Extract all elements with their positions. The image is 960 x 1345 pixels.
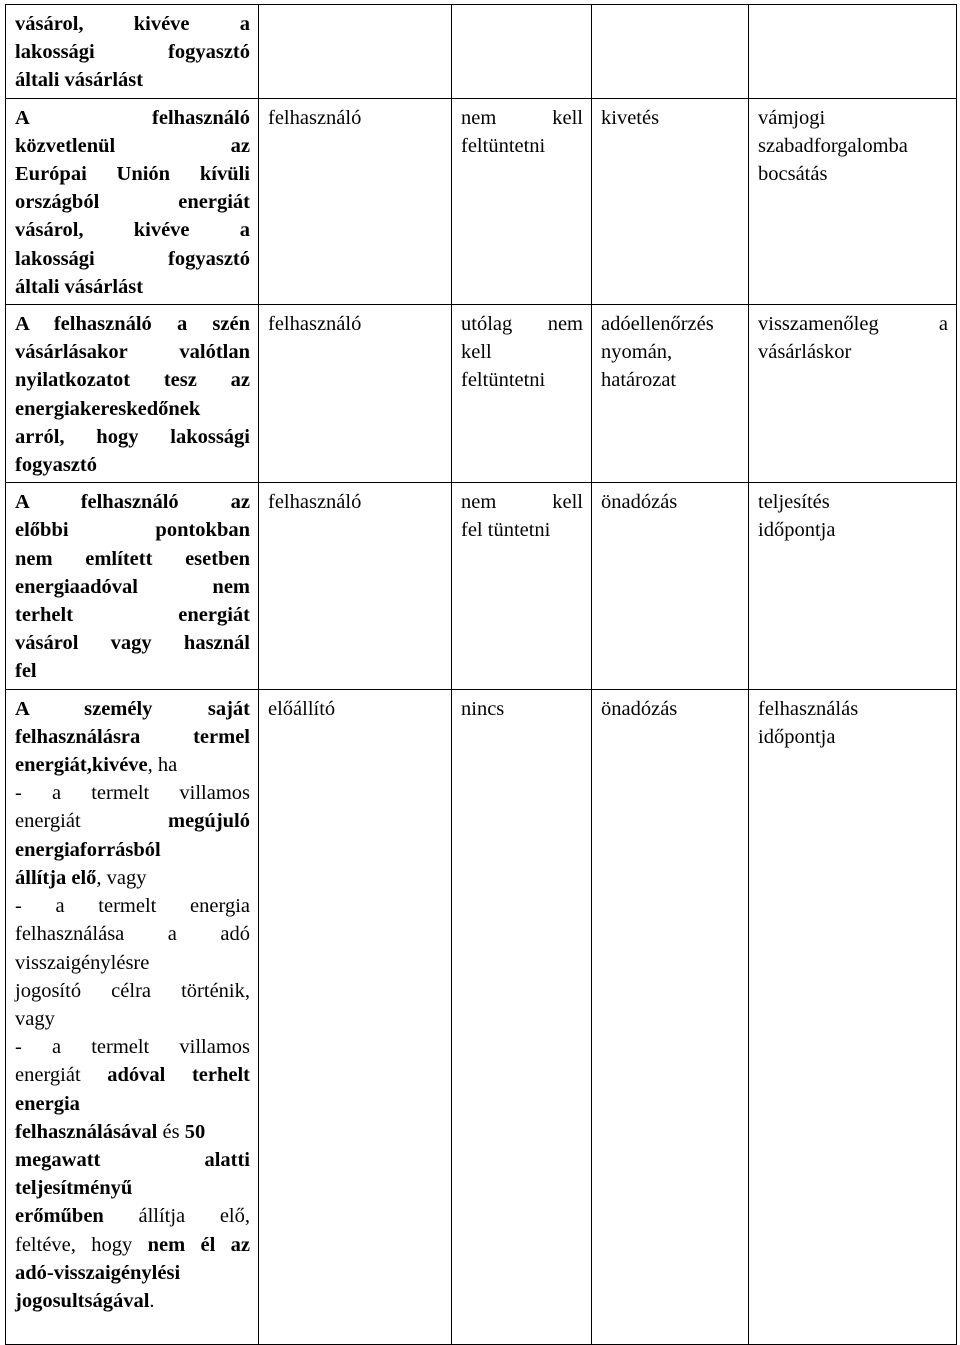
liable-party-cell: előállító (259, 689, 452, 1344)
liable-party-cell: felhasználó (259, 483, 452, 689)
text-line: visszaigénylésre (15, 951, 150, 974)
text-line: arról, hogy lakossági (15, 425, 250, 448)
table-row (6, 483, 957, 689)
text-line: felhasználás (758, 697, 859, 720)
invoice-note-cell (452, 305, 592, 483)
invoice-note-cell: nincs (452, 689, 592, 1344)
text-line: visszamenőleg a (758, 313, 948, 336)
text-line (15, 807, 250, 835)
text-line: előbbi pontokban (15, 519, 250, 542)
text-line: bocsátás (758, 163, 828, 186)
text-line: jogosító célra történik, (15, 979, 250, 1002)
table-row (6, 98, 957, 304)
text-run: jogosultságával (15, 1289, 150, 1312)
text-line: felhasználásra termel (15, 725, 250, 748)
liable-party-cell (259, 5, 452, 99)
tax-point-cell (749, 483, 957, 689)
assessment-method-cell: önadózás (592, 689, 749, 1344)
text-line: - a termelt villamos (15, 782, 250, 805)
text-line: megawatt alatti (15, 1148, 250, 1171)
text-line: vámjogi (758, 106, 826, 129)
liable-party-cell: felhasználó (259, 305, 452, 483)
text-line: A személy saját (15, 697, 250, 720)
case-description-cell (6, 689, 259, 1344)
tax-point-cell (749, 689, 957, 1344)
text-line: feltüntetni (461, 134, 546, 157)
text-line: Európai Unión kívüli (15, 163, 250, 186)
table-row (6, 5, 957, 99)
text-line: időpontja (758, 725, 836, 748)
text-run: feltéve, hogy (15, 1233, 148, 1256)
assessment-method-cell: kivetés (592, 98, 749, 304)
text-line: felhasználása a adó (15, 923, 250, 946)
text-line: lakossági fogyasztó (15, 41, 250, 64)
text-run: . (149, 1289, 155, 1312)
table-row (6, 689, 957, 1344)
text-run: energiát (15, 1064, 108, 1087)
case-description-cell (6, 98, 259, 304)
text-line: országból energiát (15, 191, 250, 214)
text-run: 50 (184, 1120, 206, 1143)
invoice-note-cell (452, 483, 592, 689)
text-line: utólag nem (461, 313, 583, 336)
text-line: fogyasztó (15, 454, 97, 477)
invoice-note-cell (452, 98, 592, 304)
text-line: közvetlenül az (15, 134, 250, 157)
text-line: nem kell (461, 491, 583, 514)
text-line: teljesítés (758, 491, 830, 514)
text-line: adóellenőrzés (601, 313, 714, 336)
text-line: szabadforgalomba (758, 134, 908, 157)
text-line: kell (461, 341, 492, 364)
text-run: megújuló (168, 810, 250, 833)
text-line (15, 864, 250, 892)
text-run: erőműben (15, 1205, 104, 1228)
table-row (6, 305, 957, 483)
text-run: , vagy (96, 866, 147, 889)
text-line: nem említett esetben (15, 547, 250, 570)
text-run: és (157, 1120, 185, 1143)
text-line: fel tüntetni (461, 519, 551, 542)
text-line: időpontja (758, 519, 836, 542)
text-line: A felhasználó (15, 106, 250, 129)
text-line (15, 1231, 250, 1259)
text-line (15, 751, 250, 779)
text-run: energiát,kivéve (15, 754, 148, 777)
text-line: vásárláskor (758, 341, 852, 364)
text-line: nyilatkozatot tesz az (15, 369, 250, 392)
text-line: vásárol, kivéve a (15, 219, 250, 242)
text-line: teljesítményű (15, 1177, 133, 1200)
text-line: vásárlásakor valótlan (15, 341, 250, 364)
assessment-method-cell: önadózás (592, 483, 749, 689)
text-line: - a termelt villamos (15, 1036, 250, 1059)
text-run: állítja elő (15, 866, 97, 889)
assessment-method-cell (592, 305, 749, 483)
text-line: általi vásárlást (15, 69, 144, 92)
text-line: adó-visszaigénylési (15, 1261, 181, 1284)
text-line: terhelt energiát (15, 604, 250, 627)
text-line: A felhasználó a szén (15, 313, 250, 336)
text-line: energiaadóval nem (15, 575, 250, 598)
text-run: energiát (15, 810, 168, 833)
text-line: általi vásárlást (15, 275, 144, 298)
tax-point-cell (749, 5, 957, 99)
case-description-cell (6, 483, 259, 689)
text-line: vásárol, kivéve a (15, 13, 250, 35)
text-line (15, 1118, 250, 1146)
text-line: nem kell (461, 106, 583, 129)
text-line: feltüntetni (461, 369, 546, 392)
case-description-cell (6, 5, 259, 99)
tax-point-cell (749, 98, 957, 304)
liable-party-cell: felhasználó (259, 98, 452, 304)
text-run: , ha (147, 754, 178, 777)
text-line: energia (15, 1092, 80, 1115)
text-line: lakossági fogyasztó (15, 247, 250, 270)
text-line: vásárol vagy használ (15, 632, 250, 655)
text-line (15, 1061, 250, 1089)
text-line: energiaforrásból (15, 838, 161, 861)
text-line: energiakereskedőnek (15, 397, 201, 420)
tax-liability-table (5, 4, 957, 1345)
text-line: nyomán, (601, 341, 673, 364)
text-line: A felhasználó az (15, 491, 250, 514)
text-line: - a termelt energia (15, 895, 250, 918)
text-line: fel (15, 660, 37, 683)
tax-point-cell (749, 305, 957, 483)
case-description-cell (6, 305, 259, 483)
invoice-note-cell (452, 5, 592, 99)
text-run: állítja elő, (103, 1205, 250, 1228)
text-run: nem él az (147, 1233, 250, 1256)
assessment-method-cell (592, 5, 749, 99)
text-line: vagy (15, 1007, 55, 1030)
text-line (15, 1202, 250, 1230)
text-line: határozat (601, 369, 677, 392)
text-line (15, 1287, 250, 1315)
text-run: felhasználásával (15, 1120, 158, 1143)
text-run: adóval terhelt (107, 1064, 250, 1087)
